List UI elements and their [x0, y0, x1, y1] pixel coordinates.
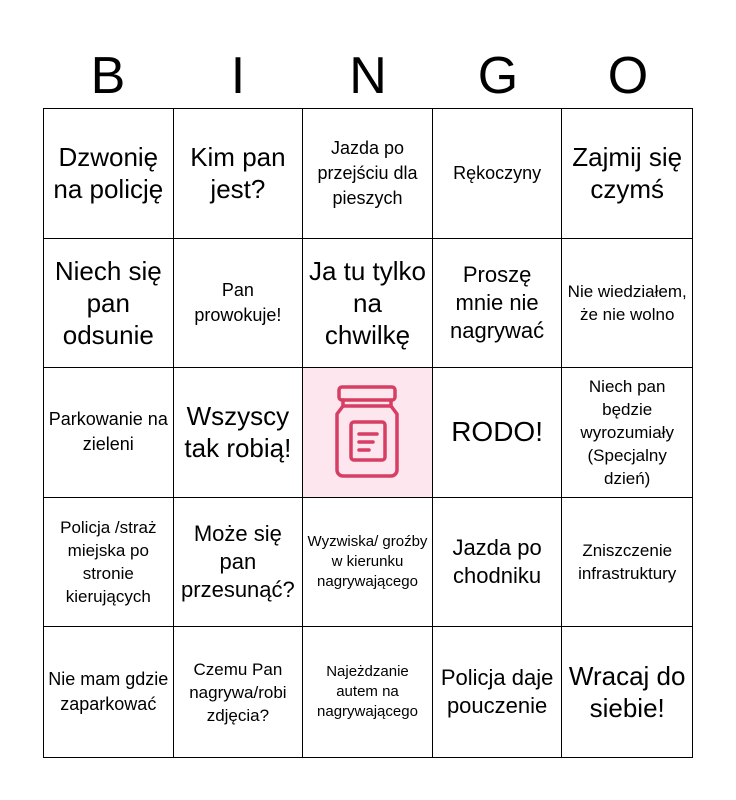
bingo-free-space[interactable]: [303, 368, 433, 498]
bingo-cell-21[interactable]: Nie mam gdzie zaparkować: [44, 627, 174, 757]
bingo-grid: [43, 108, 693, 758]
bingo-cell-14[interactable]: RODO!: [433, 368, 563, 498]
bingo-cell-22[interactable]: Czemu Pan nagrywa/robi zdjęcia?: [174, 627, 304, 757]
header-letter-b: B: [90, 47, 126, 105]
bingo-cell-18[interactable]: Wyzwiska/ groźby w kierunku nagrywającego: [303, 498, 433, 628]
bingo-cell-12[interactable]: Wszyscy tak robią!: [174, 368, 304, 498]
bingo-header: [43, 46, 693, 106]
bingo-cell-2[interactable]: Kim pan jest?: [174, 109, 304, 239]
jar-icon: [329, 384, 405, 480]
bingo-cell-11[interactable]: Parkowanie na zieleni: [44, 368, 174, 498]
bingo-cell-24[interactable]: Policja daje pouczenie: [433, 627, 563, 757]
bingo-cell-8[interactable]: Ja tu tylko na chwilkę: [303, 239, 433, 369]
header-letter-n: N: [349, 47, 387, 105]
bingo-cell-5[interactable]: Zajmij się czymś: [562, 109, 692, 239]
bingo-cell-17[interactable]: Może się pan przesunąć?: [174, 498, 304, 628]
bingo-cell-3[interactable]: Jazda po przejściu dla pieszych: [303, 109, 433, 239]
bingo-cell-6[interactable]: Niech się pan odsunie: [44, 239, 174, 369]
bingo-cell-4[interactable]: Rękoczyny: [433, 109, 563, 239]
bingo-cell-7[interactable]: Pan prowokuje!: [174, 239, 304, 369]
bingo-cell-20[interactable]: Zniszczenie infrastruktury: [562, 498, 692, 628]
header-letter-i: I: [230, 47, 246, 105]
bingo-cell-23[interactable]: Najeżdzanie autem na nagrywającego: [303, 627, 433, 757]
header-letter-g: G: [477, 47, 519, 105]
bingo-cell-10[interactable]: Nie wiedziałem, że nie wolno: [562, 239, 692, 369]
bingo-cell-16[interactable]: Policja /straż miejska po stronie kierujących: [44, 498, 174, 628]
bingo-cell-1[interactable]: Dzwonię na policję: [44, 109, 174, 239]
bingo-cell-19[interactable]: Jazda po chodniku: [433, 498, 563, 628]
header-letter-o: O: [607, 47, 649, 105]
bingo-cell-25[interactable]: Wracaj do siebie!: [568, 661, 686, 724]
bingo-cell-15[interactable]: Niech pan będzie wyrozumiały (Specjalny dzień): [562, 368, 692, 498]
bingo-cell-9[interactable]: Proszę mnie nie nagrywać: [433, 239, 563, 369]
